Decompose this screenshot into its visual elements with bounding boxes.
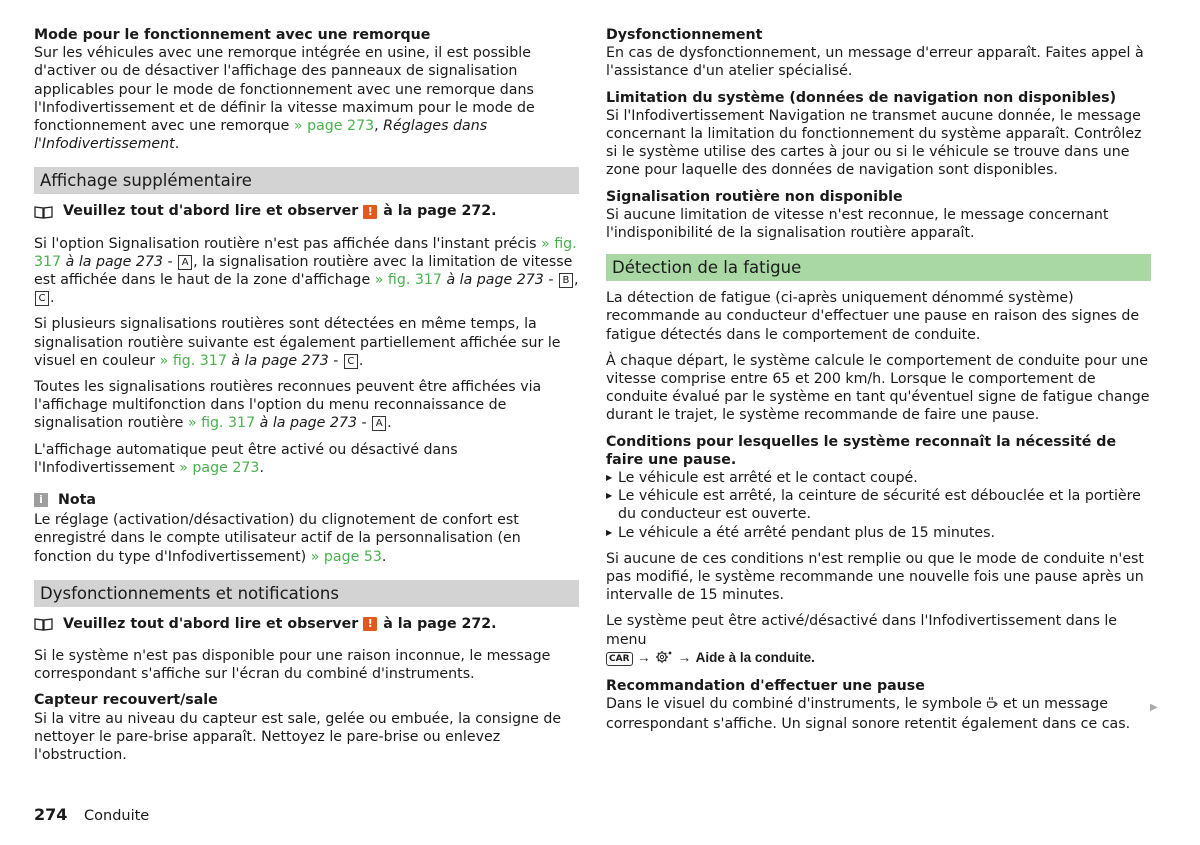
- conditions-title: Conditions pour lesquelles le système reconnaît la nécessité de faire une pause.: [606, 433, 1117, 468]
- fig-key: B: [559, 273, 573, 288]
- fig-page-ref: à la page 273: [231, 352, 329, 369]
- signalisation-block: [606, 188, 1151, 243]
- nota-body: Le réglage (activation/désactivation) du clignotement de confort est enregistré dans le compte utilisateur actif de la personnalisation (en fonction du type d'Infodivertissement): [34, 512, 521, 565]
- menu-arrow: →: [637, 649, 651, 665]
- read-first-text: Veuillez tout d'abord lire et observer: [63, 615, 359, 632]
- dysfonctionnement-block: [606, 26, 1151, 81]
- coffee-cup-icon: [986, 696, 998, 714]
- car-key-icon: CAR: [606, 652, 633, 666]
- page-footer: [34, 805, 149, 824]
- remorque-tail: Réglages dans l'Infodivertissement: [34, 118, 488, 153]
- right-column: [606, 26, 1151, 741]
- warning-icon: !: [363, 205, 377, 219]
- remorque-text: Sur les véhicules avec une remorque intégrée en usine, il est possible d'activer ou de désactiver l'affichage des panneaux de signalisation applicables pour le mode de fonctionnement avec une remorque dans l'Infodivertissement et de définir la vitesse maximum pour le mode de fonctionnement avec une remorque: [34, 45, 535, 135]
- list-item: ▶ Le véhicule a été arrêté pendant plus de 15 minutes.: [606, 524, 1151, 542]
- nota-label: Nota: [58, 492, 96, 509]
- settings-gear-icon: [655, 650, 673, 669]
- fig-page-ref: à la page 273: [259, 415, 357, 432]
- capteur-title: Capteur recouvert/sale: [34, 692, 218, 709]
- warning-icon: !: [363, 617, 377, 631]
- next-page-arrow-icon: ▶: [1150, 702, 1158, 713]
- dysfonctionnement-text: En cas de dysfonctionnement, un message d'erreur apparaît. Faites appel à l'assistance d'un atelier spécialisé.: [606, 45, 1144, 80]
- fatigue-p1: La détection de fatigue (ci-après uniquement dénommé système) recommande au conducteur d'effectuer une pause en raison des signes de fatigue détectés dans le comportement de conduite.: [606, 290, 1140, 343]
- section-dysfonctionnements: Dysfonctionnements et notifications: [34, 580, 579, 607]
- signalisation-text: Si aucune limitation de vitesse n'est reconnue, le message concernant l'indisponibilité de la signalisation routière apparaît.: [606, 206, 1109, 242]
- fig-page-ref: à la page 273: [446, 272, 544, 289]
- fig-link[interactable]: » fig. 317: [187, 415, 256, 432]
- affichage-p2: Si plusieurs signalisations routières sont détectées en même temps, la signalisation routière suivante est également partiellement affichée sur le visuel en couleur » fig. 317 à la page 273 - C .: [34, 316, 561, 369]
- remorque-page-link[interactable]: » page 273: [293, 118, 375, 135]
- dysf-p1: Si le système n'est pas disponible pour une raison inconnue, le message correspondant s'affiche sur l'écran du combiné d'instruments.: [34, 648, 551, 683]
- fig-link[interactable]: » fig. 317: [159, 352, 227, 369]
- page-number: 274: [34, 805, 68, 824]
- page-link[interactable]: » page 273: [179, 459, 260, 476]
- recommandation-text-a: Dans le visuel du combiné d'instruments, le symbole: [606, 696, 982, 713]
- left-column: [34, 26, 579, 772]
- affichage-p1: Si l'option Signalisation routière n'est pas affichée dans l'instant précis » fig. 317 à la page 273 - A , la signalisation routière avec la limitation de vitesse est affichée dans le haut de la zone d'affichage » fig. 317 à la page 273 - B , C .: [34, 235, 579, 307]
- capteur-block: [34, 691, 579, 764]
- affichage-p1-text: Si l'option Signalisation routière n'est pas affichée dans l'instant précis: [34, 235, 537, 252]
- affichage-p4: L'affichage automatique peut être activé ou désactivé dans l'Infodivertissement » page 273.: [34, 441, 458, 476]
- affichage-p3: Toutes les signalisations routières reconnues peuvent être affichées via l'affichage multifonction dans l'option du menu reconnaissance de signalisation routière » fig. 317 à la page 273 - A .: [34, 379, 542, 432]
- fig-key: A: [372, 416, 386, 431]
- affichage-p1-text-b: , la signalisation routière avec la limitation de vitesse est affichée dans le haut de la zone d'affichage: [34, 253, 573, 289]
- read-first-page-link[interactable]: à la page 272.: [383, 203, 497, 220]
- menu-item-aide-conduite: Aide à la conduite.: [695, 649, 815, 665]
- list-item: ▶ Le véhicule est arrêté et le contact coupé.: [606, 469, 1151, 487]
- limitation-text: Si l'Infodivertissement Navigation ne transmet aucune donnée, le message concernant la limitation du fonctionnement du système apparaît. Contrôlez si le système utilise des cartes à jour ou si le véhicule se trouve dans une zone pour laquelle des données de navigation sont disponibles.: [606, 107, 1142, 179]
- fig-link[interactable]: » fig. 317: [34, 235, 577, 270]
- fatigue-p4: [606, 612, 1151, 669]
- signalisation-title: Signalisation routière non disponible: [606, 188, 903, 205]
- list-item: ▶ Le véhicule est arrêté, la ceinture de sécurité est débouclée et la portière du conducteur est ouverte.: [606, 487, 1151, 523]
- affichage-p4-text: L'affichage automatique peut être activé ou désactivé dans l'Infodivertissement: [34, 441, 458, 476]
- recommandation-text-b: et un message correspondant s'affiche. Un signal sonore retentit également dans ce cas.: [606, 696, 1131, 732]
- fig-page-ref: à la page 273: [65, 253, 163, 270]
- info-icon: i: [34, 493, 48, 507]
- affichage-p2-text: Si plusieurs signalisations routières sont détectées en même temps, la signalisation routière suivante est également partiellement affichée sur le visuel en couleur: [34, 316, 561, 369]
- recommandation-block: [606, 677, 1151, 733]
- fatigue-p3: Si aucune de ces conditions n'est remplie ou que le mode de conduite n'est pas modifié, le système recommande une nouvelle fois une pause après un intervalle de 15 minutes.: [606, 550, 1144, 604]
- fig-key: A: [178, 255, 192, 270]
- read-first-notice: [34, 202, 579, 220]
- read-first-text: Veuillez tout d'abord lire et observer: [63, 203, 359, 220]
- chapter-name: Conduite: [84, 808, 150, 824]
- limitation-title: Limitation du système (données de navigation non disponibles): [606, 89, 1117, 106]
- dysfonctionnement-title: Dysfonctionnement: [606, 27, 763, 43]
- nota-text: Le réglage (activation/désactivation) du clignotement de confort est enregistré dans le compte utilisateur actif de la personnalisation (en fonction du type d'Infodivertissement) » page 53.: [34, 512, 521, 565]
- nota-heading: [34, 491, 579, 509]
- affichage-p3-text: Toutes les signalisations routières reconnues peuvent être affichées via l'affichage multifonction dans l'option du menu reconnaissance de signalisation routière: [34, 379, 542, 432]
- page-link[interactable]: » page 53: [310, 548, 382, 565]
- section-detection-fatigue: Détection de la fatigue: [606, 254, 1151, 281]
- read-first-notice: [34, 615, 579, 633]
- limitation-block: [606, 89, 1151, 180]
- section-affichage-supplementaire: Affichage supplémentaire: [34, 167, 579, 194]
- book-icon: [34, 205, 53, 219]
- menu-arrow: →: [677, 649, 692, 665]
- fatigue-p2: À chaque départ, le système calcule le comportement de conduite pour une vitesse comprise entre 65 et 200 km/h. Lorsque le comportement de conduite évalué par le système en tant qu'éventuel signe de fatigue change durant le trajet, le système recommande de faire une pause.: [606, 352, 1150, 424]
- remorque-title: Mode pour le fonctionnement avec une remorque: [34, 27, 431, 43]
- conditions-list: [606, 469, 1151, 542]
- fig-key: C: [35, 291, 49, 306]
- book-icon: [34, 617, 53, 631]
- fatigue-p4-text: Le système peut être activé/désactivé dans l'Infodivertissement dans le menu: [606, 613, 1118, 648]
- remorque-tail-end: .: [174, 136, 180, 153]
- remorque-block: Mode pour le fonctionnement avec une remorque Sur les véhicules avec une remorque intégrée en usine, il est possible d'activer ou de désactiver l'affichage des panneaux de signalisation applicables pour le mode de fonctionnement avec une remorque dans l'Infodivertissement et de définir la vitesse maximum pour le mode de fonctionnement avec une remorque » page 273, Réglages dans l'Infodivertissement.: [34, 26, 579, 153]
- fig-key: C: [344, 354, 358, 369]
- capteur-text: Si la vitre au niveau du capteur est sale, gelée ou embuée, la consigne de nettoyer le pare-brise apparaît. Nettoyez le pare-brise ou enlevez l'obstruction.: [34, 710, 562, 764]
- recommandation-title: Recommandation d'effectuer une pause: [606, 678, 925, 695]
- fig-link[interactable]: » fig. 317: [374, 272, 442, 289]
- read-first-page-link[interactable]: à la page 272.: [383, 615, 497, 632]
